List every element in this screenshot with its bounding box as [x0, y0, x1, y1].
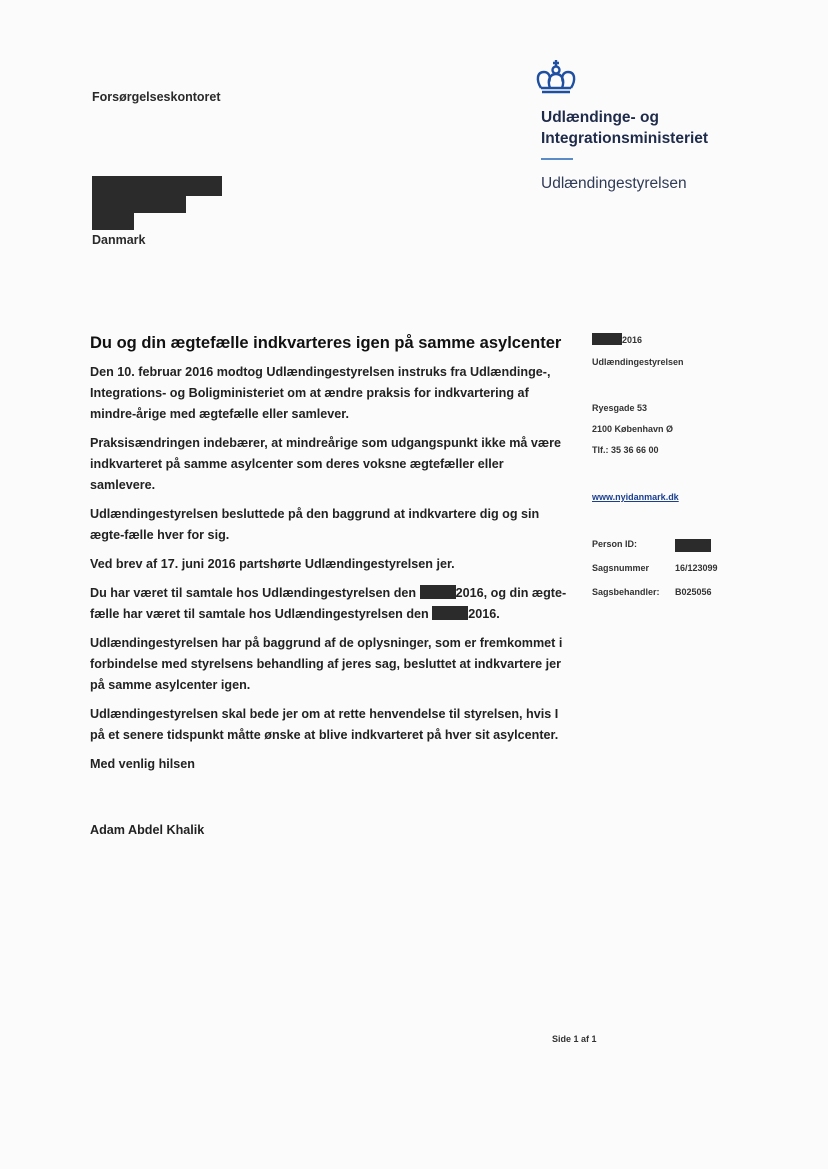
paragraph-5: [90, 583, 570, 625]
ministry-line-1: Udlændinge- og: [541, 109, 659, 126]
case-number-value: 16/123099: [675, 563, 718, 573]
redacted-person-id: [675, 539, 711, 552]
paragraph-4: Ved brev af 17. juni 2016 partshørte Udlændingestyrelsen jer.: [90, 557, 455, 571]
letter-date: [592, 333, 642, 345]
redacted-interview-date-1: [420, 585, 456, 599]
person-id-label: Person ID:: [592, 539, 638, 549]
person-id-row: [592, 539, 718, 563]
paragraph-5-part-c: 2016.: [468, 607, 500, 621]
paragraph-6: Udlændingestyrelsen har på baggrund af de oplysninger, som er fremkommet i forbindelse med styrelsens behandling af jeres sag, besluttet at indkvartere jer på samme asylcenter igen.: [90, 636, 563, 692]
handler-row: [592, 587, 718, 611]
paragraph-5-part-b: 2016, og din ægte-fælle har været til samtale hos Udlændingestyrelsen den: [90, 586, 567, 621]
ministry-name: [541, 107, 708, 149]
paragraph-5-part-a: Du har været til samtale hos Udlændingestyrelsen den: [90, 586, 420, 600]
letter-body: [90, 362, 570, 783]
redacted-date: [592, 333, 622, 345]
recipient-country: Danmark: [92, 233, 146, 247]
crown-icon: [533, 58, 579, 94]
signer-name: Adam Abdel Khalik: [90, 823, 205, 837]
sidebar-street: Ryesgade 53: [592, 403, 648, 413]
paragraph-7: Udlændingestyrelsen skal bede jer om at rette henvendelse til styrelsen, hvis I på et senere tidspunkt måtte ønske at blive indkvarteret på hver sit asylcenter.: [90, 707, 559, 742]
agency-name: Udlændingestyrelsen: [541, 175, 687, 192]
case-number-row: [592, 563, 718, 587]
date-year: 2016: [622, 335, 643, 345]
sender-office: Forsørgelseskontoret: [92, 90, 221, 104]
redacted-address: [92, 194, 186, 213]
letter-headline: Du og din ægtefælle indkvarteres igen på samme asylcenter: [90, 334, 562, 352]
sidebar-agency: Udlændingestyrelsen: [592, 357, 684, 367]
page-number: Side 1 af 1: [552, 1034, 597, 1044]
ministry-line-2: Integrationsministeriet: [541, 130, 709, 147]
paragraph-2: Praksisændringen indebærer, at mindreårige som udgangspunkt ikke må være indkvarteret på samme asylcenter som deres voksne ægtefæller eller samlevere.: [90, 436, 562, 492]
case-number-label: Sagsnummer: [592, 563, 650, 573]
paragraph-3: Udlændingestyrelsen besluttede på den baggrund at indkvartere dig og sin ægte-fælle hver for sig.: [90, 507, 540, 542]
case-metadata: [592, 539, 718, 611]
handler-value: B025056: [675, 587, 712, 597]
logo-divider: [541, 158, 573, 160]
sidebar-city: 2100 København Ø: [592, 424, 674, 434]
sidebar-website-link[interactable]: www.nyidanmark.dk: [592, 492, 679, 502]
handler-label: Sagsbehandler:: [592, 587, 660, 597]
redacted-postcode: [92, 212, 134, 230]
sidebar-phone: Tlf.: 35 36 66 00: [592, 445, 659, 455]
redacted-interview-date-2: [432, 606, 468, 620]
paragraph-1: Den 10. februar 2016 modtog Udlændingestyrelsen instruks fra Udlændinge-, Integrations- og Boligministeriet om at ændre praksis for indkvartering af mindre-årige med ægtefælle eller samlever.: [90, 365, 551, 421]
closing-greeting: Med venlig hilsen: [90, 757, 195, 771]
redacted-name: [92, 176, 222, 196]
